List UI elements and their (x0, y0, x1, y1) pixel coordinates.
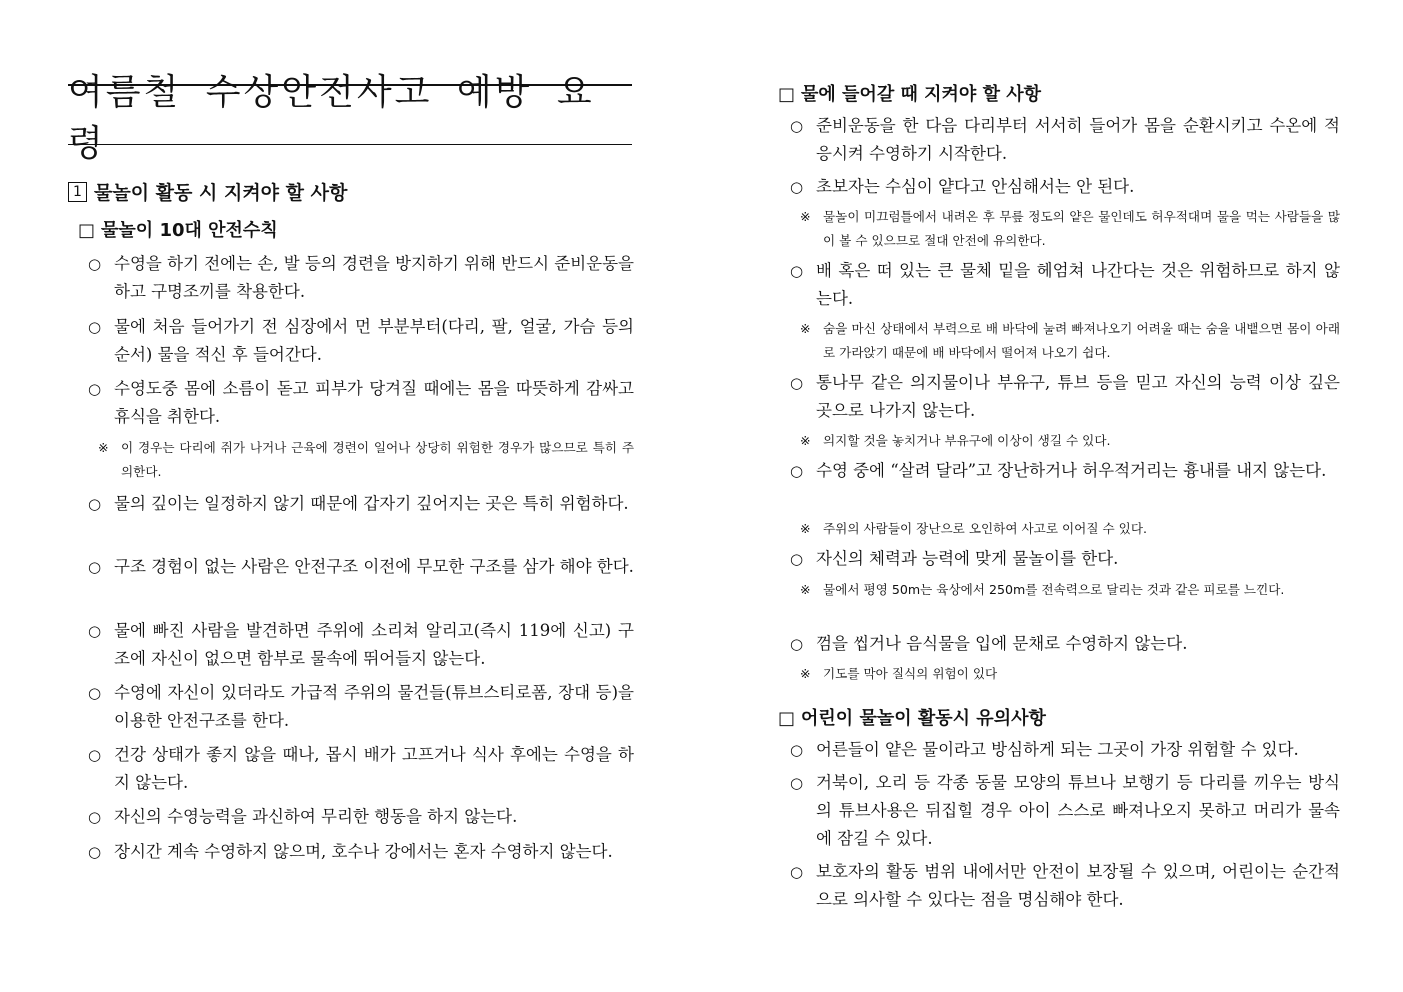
list-item-text: 물에 빠진 사람을 발견하면 주위에 소리쳐 알리고(즉시 119에 신고) 구조에 자신이 없으면 함부로 물속에 뛰어들지 않는다. (114, 621, 634, 668)
section1-number: 1 (68, 182, 87, 202)
circle-bullet-icon: ○ (790, 262, 804, 280)
list-item (790, 369, 1340, 425)
list-item (88, 250, 634, 306)
list-item-text: 장시간 계속 수영하지 않으며, 호수나 강에서는 혼자 수영하지 않는다. (114, 842, 613, 861)
note-text: 기도를 막아 질식의 위험이 있다 (823, 666, 998, 681)
list-item (790, 112, 1340, 168)
reference-mark-icon: ※ (800, 582, 811, 597)
note-item (800, 205, 1340, 253)
circle-bullet-icon: ○ (88, 746, 102, 764)
list-item-text: 수영을 하기 전에는 손, 발 등의 경련을 방지하기 위해 반드시 준비운동을 하고 구명조끼를 착용한다. (114, 254, 634, 301)
list-item (790, 630, 1340, 658)
list-item (790, 858, 1340, 914)
note-item (800, 517, 1340, 541)
list-item-text: 배 혹은 떠 있는 큰 물체 밑을 헤엄쳐 나간다는 것은 위험하므로 하지 않는다. (816, 261, 1340, 308)
note-item (800, 317, 1340, 365)
circle-bullet-icon: ○ (790, 741, 804, 759)
list-item-text: 수영도중 몸에 소름이 돋고 피부가 당겨질 때에는 몸을 따뜻하게 감싸고 휴식을 취한다. (114, 379, 634, 426)
circle-bullet-icon: ○ (88, 318, 102, 336)
checkbox-square-icon: □ (778, 708, 796, 729)
list-item (88, 553, 634, 581)
reference-mark-icon: ※ (800, 433, 811, 448)
list-item-text: 거북이, 오리 등 각종 동물 모양의 튜브나 보행기 등 다리를 끼우는 방식의 튜브사용은 뒤집힐 경우 아이 스스로 빠져나오지 못하고 머리가 물속에 잠길 수 있다. (816, 773, 1340, 848)
section3-title: 어린이 물놀이 활동시 유의사항 (801, 708, 1046, 729)
list-item (88, 803, 634, 831)
list-item-text: 통나무 같은 의지물이나 부유구, 튜브 등을 믿고 자신의 능력 이상 깊은 곳으로 나가지 않는다. (816, 373, 1340, 420)
list-item (790, 769, 1340, 853)
circle-bullet-icon: ○ (790, 462, 804, 480)
list-item-text: 어른들이 얕은 물이라고 방심하게 되는 그곳이 가장 위험할 수 있다. (816, 740, 1299, 759)
list-item (790, 257, 1340, 313)
section1-subheading (78, 216, 278, 242)
note-item (800, 429, 1340, 453)
circle-bullet-icon: ○ (790, 863, 804, 881)
section1-subtitle: 물놀이 10대 안전수칙 (101, 220, 278, 241)
checkbox-square-icon: □ (78, 220, 96, 241)
note-item (800, 578, 1340, 602)
list-item-text: 수영 중에 “살려 달라”고 장난하거나 허우적거리는 흉내를 내지 않는다. (816, 461, 1327, 480)
note-text: 주위의 사람들이 장난으로 오인하여 사고로 이어질 수 있다. (823, 521, 1147, 536)
section2-title: 물에 들어갈 때 지켜야 할 사항 (801, 84, 1042, 105)
list-item-text: 껌을 씹거나 음식물을 입에 문채로 수영하지 않는다. (816, 634, 1188, 653)
note-text: 이 경우는 다리에 쥐가 나거나 근육에 경련이 일어나 상당히 위험한 경우가 많으므로 특히 주의한다. (121, 440, 634, 479)
reference-mark-icon: ※ (800, 209, 811, 224)
circle-bullet-icon: ○ (790, 635, 804, 653)
page-title: 여름철 수상안전사고 예방 요령 (68, 72, 595, 164)
list-item (790, 545, 1340, 573)
list-item (88, 490, 634, 518)
circle-bullet-icon: ○ (790, 550, 804, 568)
list-item-text: 구조 경험이 없는 사람은 안전구조 이전에 무모한 구조를 삼가 해야 한다. (114, 557, 634, 576)
list-item-text: 준비운동을 한 다음 다리부터 서서히 들어가 몸을 순환시키고 수온에 적응시켜 수영하기 시작한다. (816, 116, 1340, 163)
section1-heading (68, 178, 347, 205)
reference-mark-icon: ※ (800, 666, 811, 681)
note-item (800, 662, 1340, 686)
circle-bullet-icon: ○ (88, 558, 102, 576)
list-item (790, 736, 1340, 764)
reference-mark-icon: ※ (98, 440, 109, 455)
section1-title: 물놀이 활동 시 지켜야 할 사항 (94, 182, 348, 204)
circle-bullet-icon: ○ (88, 380, 102, 398)
list-item (88, 313, 634, 369)
list-item (88, 617, 634, 673)
circle-bullet-icon: ○ (790, 117, 804, 135)
circle-bullet-icon: ○ (88, 495, 102, 513)
circle-bullet-icon: ○ (88, 255, 102, 273)
list-item (88, 679, 634, 735)
note-text: 물놀이 미끄럼틀에서 내려온 후 무릎 정도의 얕은 물인데도 허우적대며 물을 먹는 사람들을 많이 볼 수 있으므로 절대 안전에 유의한다. (823, 209, 1340, 248)
note-item (98, 436, 634, 484)
circle-bullet-icon: ○ (88, 808, 102, 826)
section2-heading (778, 80, 1041, 106)
circle-bullet-icon: ○ (88, 843, 102, 861)
circle-bullet-icon: ○ (88, 684, 102, 702)
circle-bullet-icon: ○ (790, 178, 804, 196)
note-text: 의지할 것을 놓치거나 부유구에 이상이 생길 수 있다. (823, 433, 1111, 448)
list-item (88, 375, 634, 431)
list-item (790, 457, 1340, 485)
list-item (88, 741, 634, 797)
list-item (88, 838, 634, 866)
list-item-text: 건강 상태가 좋지 않을 때나, 몹시 배가 고프거나 식사 후에는 수영을 하지 않는다. (114, 745, 634, 792)
reference-mark-icon: ※ (800, 321, 811, 336)
list-item-text: 수영에 자신이 있더라도 가급적 주위의 물건들(튜브스티로폼, 장대 등)을 이용한 안전구조를 한다. (114, 683, 634, 730)
section3-heading (778, 704, 1046, 730)
list-item (790, 173, 1340, 201)
title-box (68, 72, 632, 164)
note-text: 물에서 평영 50m는 육상에서 250m를 전속력으로 달리는 것과 같은 피로를 느낀다. (823, 582, 1285, 597)
circle-bullet-icon: ○ (790, 774, 804, 792)
note-text: 숨을 마신 상태에서 부력으로 배 바닥에 눌려 빠져나오기 어려울 때는 숨을 내뱉으면 몸이 아래로 가라앉기 때문에 배 바닥에서 떨어져 나오기 쉽다. (823, 321, 1340, 360)
list-item-text: 초보자는 수심이 얕다고 안심해서는 안 된다. (816, 177, 1135, 196)
reference-mark-icon: ※ (800, 521, 811, 536)
list-item-text: 물에 처음 들어가기 전 심장에서 먼 부분부터(다리, 팔, 얼굴, 가슴 등의 순서) 물을 적신 후 들어간다. (114, 317, 634, 364)
list-item-text: 물의 깊이는 일정하지 않기 때문에 갑자기 깊어지는 곳은 특히 위험하다. (114, 494, 629, 513)
circle-bullet-icon: ○ (790, 374, 804, 392)
list-item-text: 자신의 수영능력을 과신하여 무리한 행동을 하지 않는다. (114, 807, 518, 826)
checkbox-square-icon: □ (778, 84, 796, 105)
list-item-text: 자신의 체력과 능력에 맞게 물놀이를 한다. (816, 549, 1119, 568)
list-item-text: 보호자의 활동 범위 내에서만 안전이 보장될 수 있으며, 어린이는 순간적으로 의사할 수 있다는 점을 명심해야 한다. (816, 862, 1340, 909)
circle-bullet-icon: ○ (88, 622, 102, 640)
